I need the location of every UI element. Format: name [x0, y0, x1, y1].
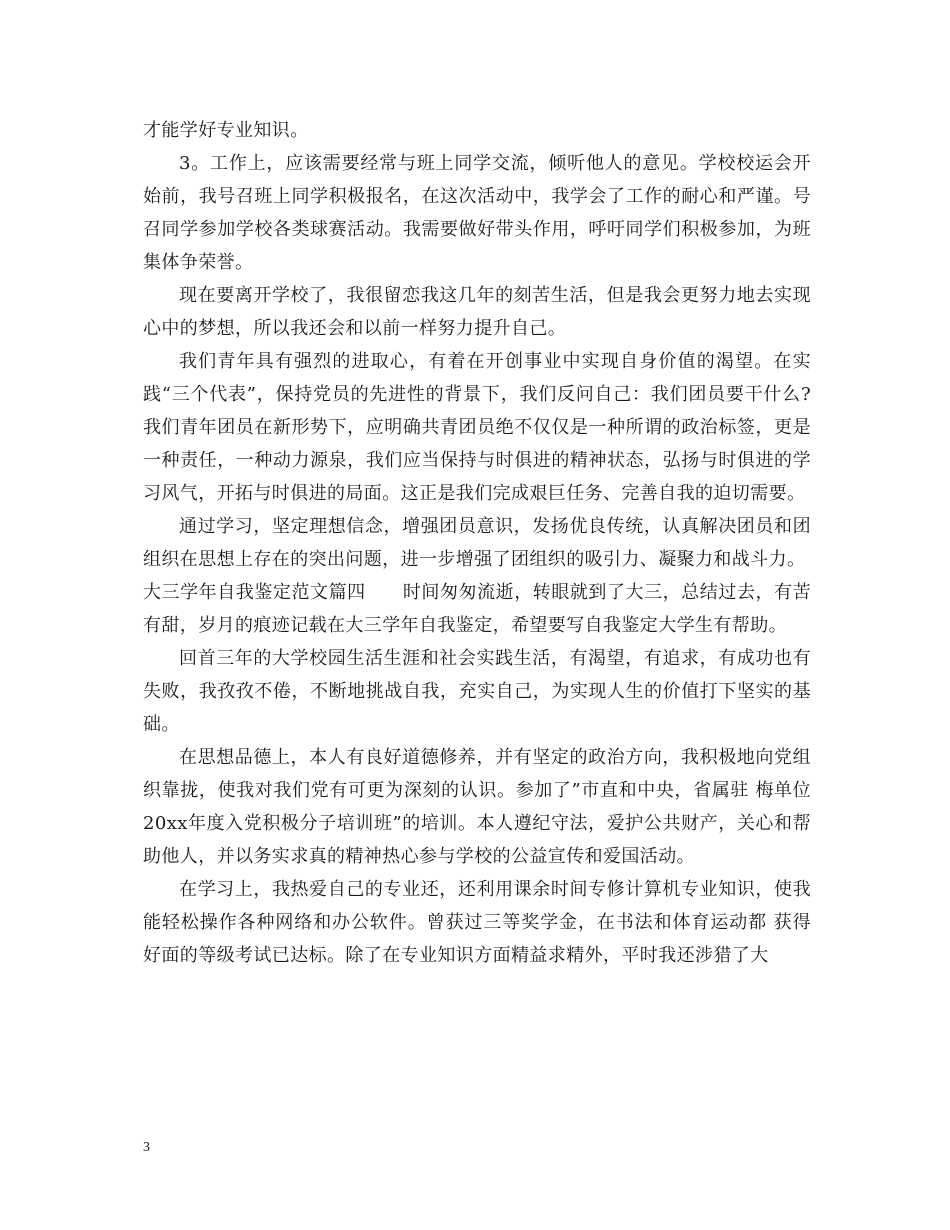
paragraph: 才能学好专业知识。: [143, 120, 309, 141]
section-heading-paragraph: 大三学年自我鉴定范文篇四 时间匆匆流逝，转眼就到了大三，总结过去，有苦有甜，岁月的痕迹记载在大三学年自我鉴定，希望要写自我鉴定大学生有帮助。: [143, 582, 811, 636]
page-number: 3: [143, 1140, 150, 1155]
document-body: [143, 114, 811, 972]
paragraph: 在思想品德上，本人有良好道德修养，并有坚定的政治方向，我积极地向党组织靠拢，使我对我们党有可更为深刻的认识。参加了”市直和中央，省属驻 梅单位20xx年度入党积极分子培训班”的培训。本人遵纪守法，爱护公共财产，关心和帮助他人，并以务实求真的精神热心参与学校的公益宣传和爱国活动。: [143, 747, 811, 867]
paragraph: 我们青年具有强烈的进取心，有着在开创事业中实现自身价值的渴望。在实践“三个代表”，保持党员的先进性的背景下，我们反问自己：我们团员要干什么?我们青年团员在新形势下，应明确共青团员绝不仅仅是一种所谓的政治标签，更是一种责任，一种动力源泉，我们应当保持与时俱进的精神状态，弘扬与时俱进的学习风气，开拓与时俱进的局面。这正是我们完成艰巨任务、完善自我的迫切需要。: [143, 351, 811, 504]
paragraph: 回首三年的大学校园生活生涯和社会实践生活，有渴望，有追求，有成功也有失败，我孜孜不倦，不断地挑战自我，充实自己，为实现人生的价值打下坚实的基础。: [143, 648, 811, 735]
paragraph: 3。工作上，应该需要经常与班上同学交流，倾听他人的意见。学校校运会开始前，我号召班上同学积极报名，在这次活动中，我学会了工作的耐心和严谨。号召同学参加学校各类球赛活动。我需要做好带头作用，呼吁同学们积极参加，为班集体争荣誉。: [143, 153, 811, 273]
paragraph: 在学习上，我热爱自己的专业还，还利用课余时间专修计算机专业知识，使我能轻松操作各种网络和办公软件。曾获过三等奖学金，在书法和体育运动都 获得好面的等级考试已达标。除了在专业知识方面精益求精外，平时我还涉猎了大: [143, 879, 811, 966]
paragraph: 现在要离开学校了，我很留恋我这几年的刻苦生活，但是我会更努力地去实现心中的梦想，所以我还会和以前一样努力提升自己。: [143, 285, 811, 339]
paragraph: 通过学习，坚定理想信念，增强团员意识，发扬优良传统，认真解决团员和团组织在思想上存在的突出问题，进一步增强了团组织的吸引力、凝聚力和战斗力。: [143, 516, 811, 570]
